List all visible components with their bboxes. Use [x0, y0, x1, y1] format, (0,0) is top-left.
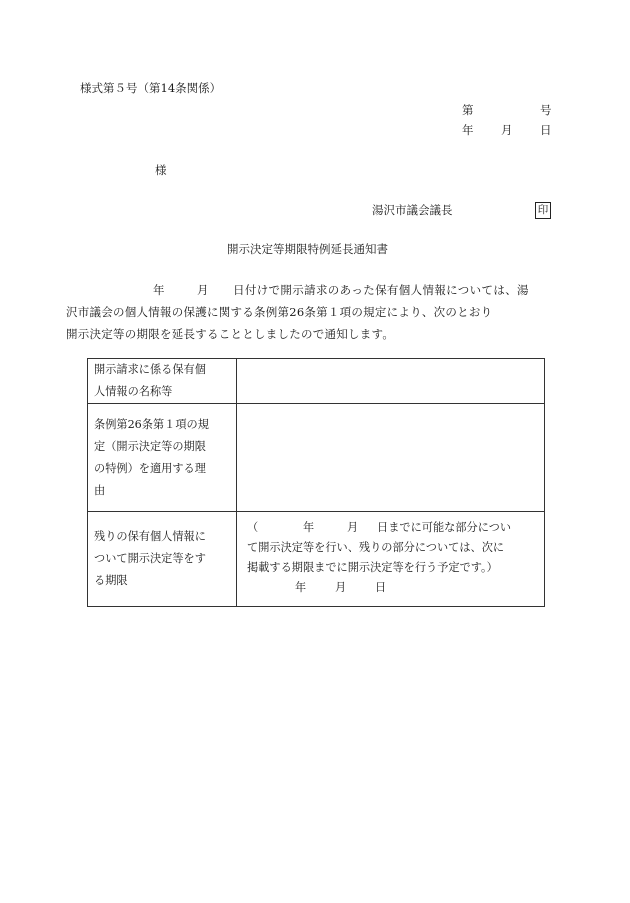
document-title: 開示決定等期限特例延長通知書	[227, 242, 388, 256]
body-line-3: 開示決定等の期限を延長することとしましたので通知します。	[66, 327, 395, 341]
row3-label: 残りの保有個人情報に ついて開示決定等をす る期限	[88, 512, 237, 607]
row2-label: 条例第26条第１項の規 定（開示決定等の期限 の特例）を適用する理 由	[88, 404, 237, 512]
body-line-1: 日付けで開示請求のあった保有個人情報については、湯	[233, 283, 529, 297]
row3-value-line-3: 掲載する期限までに開示決定等を行う予定です。）	[247, 561, 498, 574]
table-row	[88, 404, 545, 512]
date-month: 月	[501, 123, 513, 137]
form-number: 様式第５号（第14条関係）	[80, 81, 222, 95]
issuer-name: 湯沢市議会議長	[372, 203, 453, 217]
date-day: 日	[540, 123, 552, 137]
row3-value	[237, 512, 545, 607]
body-line-2: 沢市議会の個人情報の保護に関する条例第26条第１項の規定により、次のとおり	[66, 305, 493, 319]
seal-mark: 印	[535, 202, 551, 219]
doc-number-suffix: 号	[540, 103, 552, 117]
date-year: 年	[462, 123, 474, 137]
doc-number-prefix: 第	[462, 103, 474, 117]
body-month: 月	[197, 283, 209, 297]
row3-value-line-1: （ 年 月 日までに可能な部分につい	[247, 521, 512, 534]
row3-value-line-4: 年 月 日	[295, 581, 387, 594]
details-table	[87, 358, 545, 607]
row1-label: 開示請求に係る保有個 人情報の名称等	[88, 359, 237, 404]
table-row	[88, 359, 545, 404]
row1-value	[237, 359, 545, 404]
row2-value	[237, 404, 545, 512]
body-year: 年	[153, 283, 165, 297]
recipient-suffix: 様	[155, 163, 167, 177]
row3-value-line-2: て開示決定等を行い、残りの部分については、次に	[247, 541, 505, 554]
table-row	[88, 512, 545, 607]
